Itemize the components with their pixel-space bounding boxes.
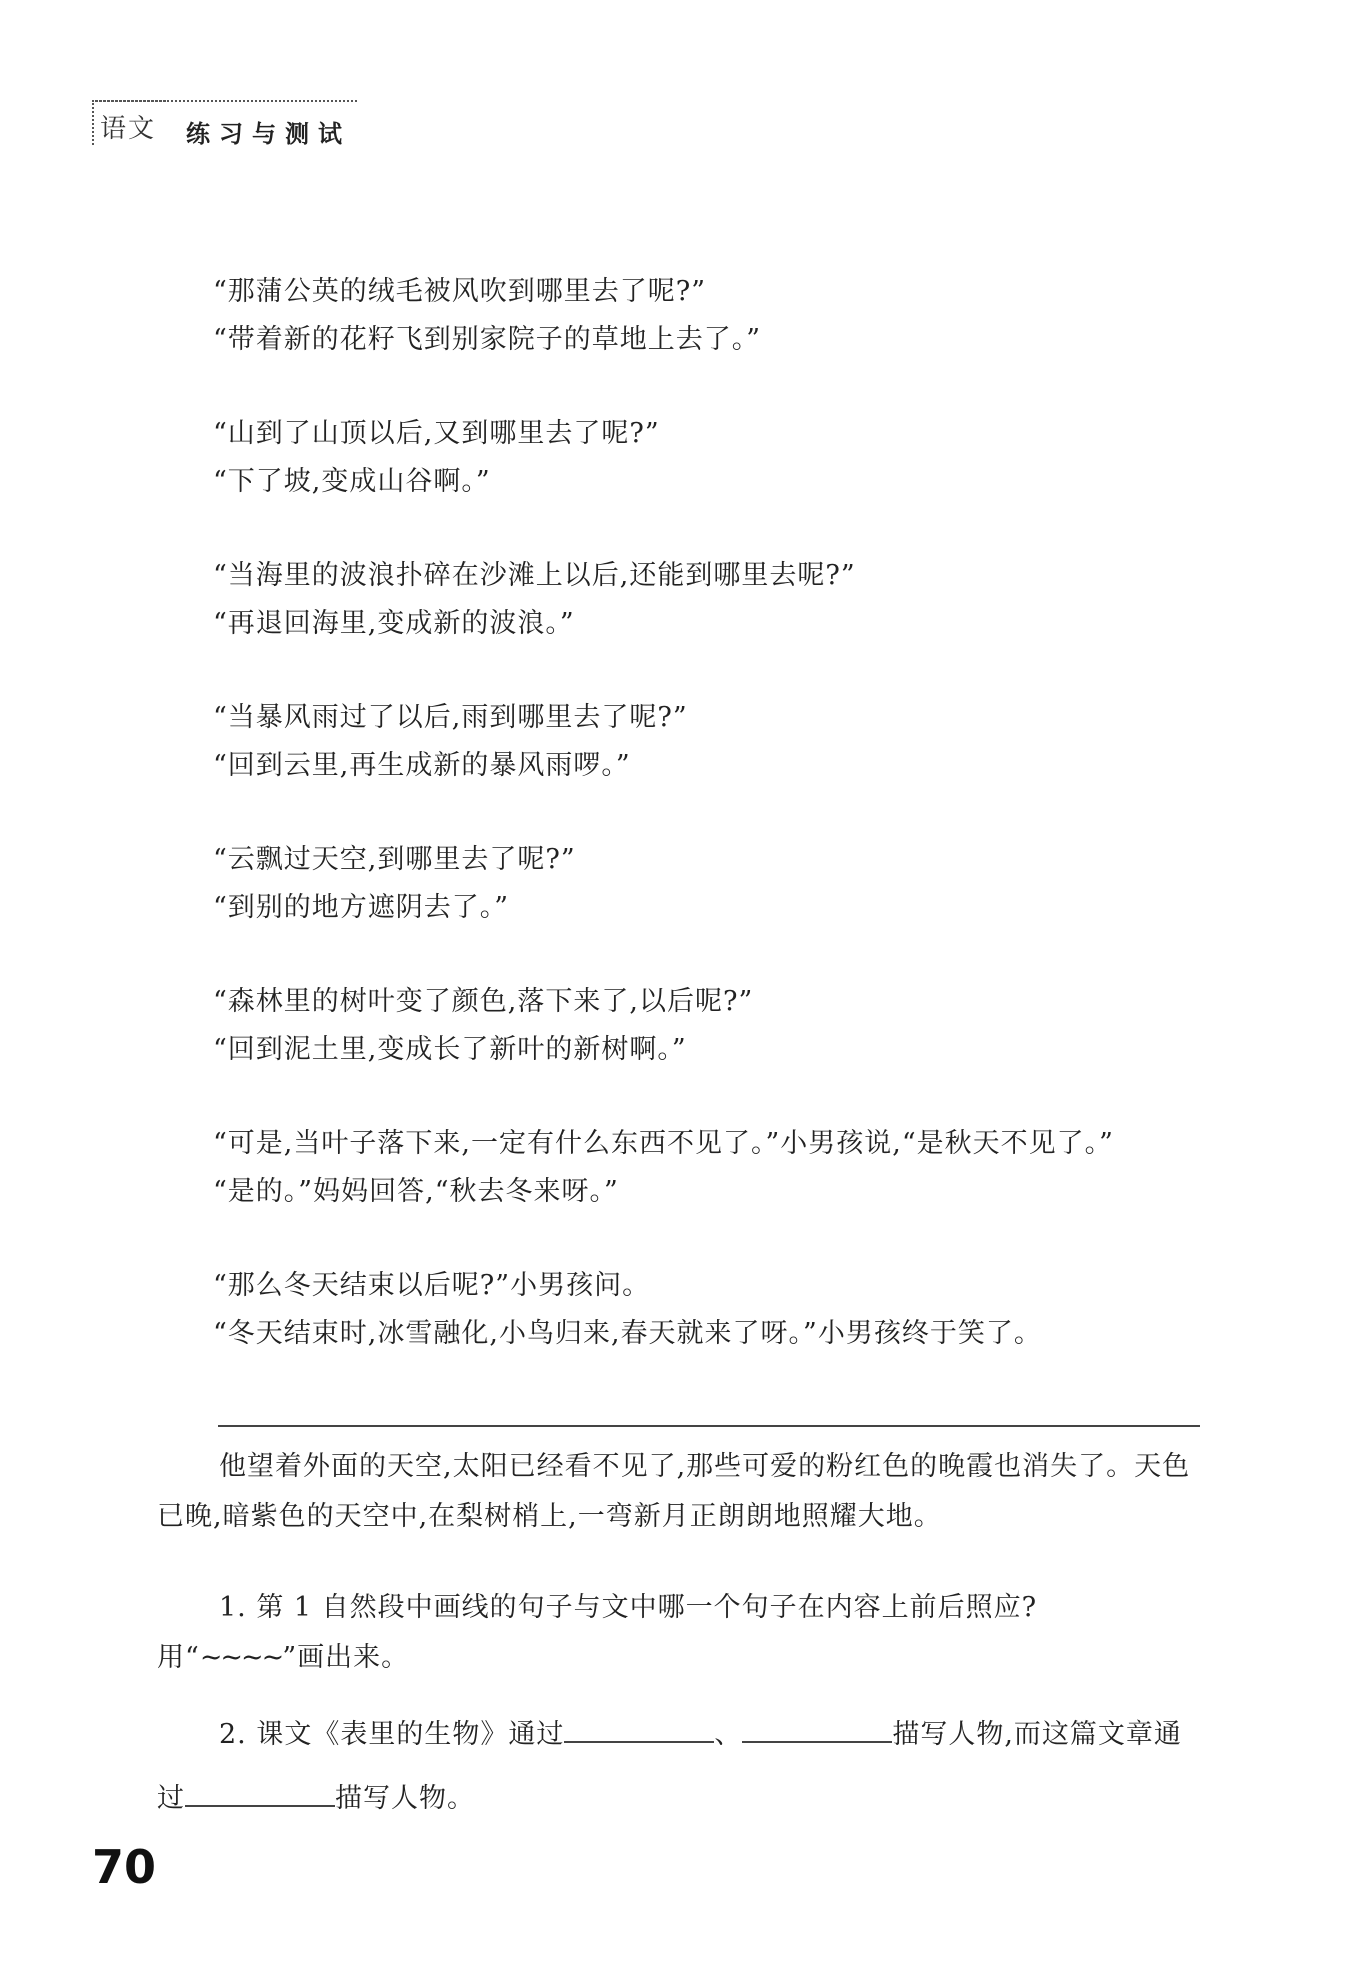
dialogue-line: “回到泥土里,变成长了新叶的新树啊。” [213, 1034, 687, 1065]
dialogue-line: “那么冬天结束以后呢?”小男孩问。 [213, 1270, 651, 1301]
dialogue-pair [213, 978, 1233, 1074]
dialogue-line: “云飘过天空,到哪里去了呢?” [213, 844, 576, 875]
page-header [92, 100, 352, 148]
question-1 [157, 1583, 1202, 1683]
question-2 [157, 1703, 1202, 1831]
dialogue-section [213, 268, 1233, 1404]
answer-blank-2[interactable] [742, 1713, 892, 1743]
question-2-text-cont: 描写人物,而这篇文章通 [892, 1719, 1182, 1750]
dialogue-line: “冬天结束时,冰雪融化,小鸟归来,春天就来了呀。”小男孩终于笑了。 [213, 1318, 1042, 1349]
wavy-line-mark: ~~~~ [199, 1642, 283, 1673]
dialogue-pair [213, 1120, 1233, 1216]
dialogue-line: “山到了山顶以后,又到哪里去了呢?” [213, 418, 660, 449]
quote-open: “ [185, 1642, 200, 1673]
page-number: 70 [92, 1840, 157, 1894]
separator: 、 [714, 1719, 743, 1750]
subject-label: 语文 [92, 100, 166, 145]
dialogue-line: “带着新的花籽飞到别家院子的草地上去了。” [213, 324, 762, 355]
question-2-text-end: 描写人物。 [335, 1783, 475, 1814]
dialogue-pair [213, 410, 1233, 506]
reading-paragraph: 他望着外面的天空,太阳已经看不见了,那些可爱的粉红色的晚霞也消失了。天色已晚,暗紫色的天空中,在梨树梢上,一弯新月正朗朗地照耀大地。 [157, 1451, 1191, 1532]
question-1-text: 1. 第 1 自然段中画线的句子与文中哪一个句子在内容上前后照应? 用 [157, 1592, 1038, 1673]
dialogue-line: “当海里的波浪扑碎在沙滩上以后,还能到哪里去呢?” [213, 560, 856, 591]
dialogue-line: “回到云里,再生成新的暴风雨啰。” [213, 750, 631, 781]
questions-section [157, 1583, 1202, 1831]
dialogue-line: “可是,当叶子落下来,一定有什么东西不见了。”小男孩说,“是秋天不见了。” [213, 1128, 1114, 1159]
dialogue-pair [213, 552, 1233, 648]
dialogue-pair [213, 836, 1233, 932]
question-1-end: ”画出来。 [282, 1642, 410, 1673]
dialogue-line: “森林里的树叶变了颜色,落下来了,以后呢?” [213, 986, 754, 1017]
answer-blank-3[interactable] [185, 1777, 335, 1807]
dialogue-line: “下了坡,变成山谷啊。” [213, 466, 491, 497]
question-2-text: 2. 课文《表里的生物》通过 [219, 1719, 565, 1750]
dialogue-line: “那蒲公英的绒毛被风吹到哪里去了呢?” [213, 276, 707, 307]
question-2-text-line2: 过 [157, 1783, 185, 1814]
dialogue-pair [213, 268, 1233, 364]
dialogue-pair [213, 1262, 1233, 1358]
section-divider [218, 1425, 1200, 1427]
dialogue-line: “再退回海里,变成新的波浪。” [213, 608, 575, 639]
dialogue-pair [213, 694, 1233, 790]
series-title: 练习与测试 [186, 120, 352, 148]
dialogue-line: “当暴风雨过了以后,雨到哪里去了呢?” [213, 702, 688, 733]
dialogue-line: “到别的地方遮阴去了。” [213, 892, 510, 923]
answer-blank-1[interactable] [564, 1713, 714, 1743]
dialogue-line: “是的。”妈妈回答,“秋去冬来呀。” [213, 1176, 619, 1207]
